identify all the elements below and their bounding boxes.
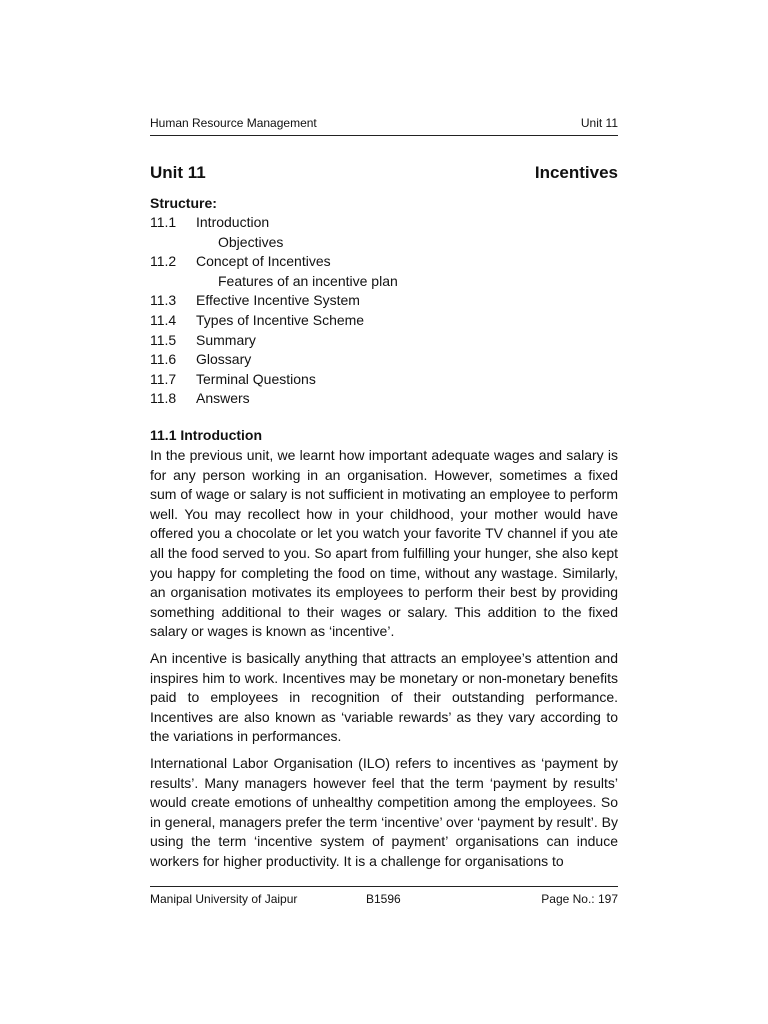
body-paragraph: International Labor Organisation (ILO) refers to incentives as ‘payment by results’. Many managers however feel that the term ‘payment by results’ would create emotions of unhealthy competition among the employees. So in general, managers prefer the term ‘incentive’ over ‘payment by result’. By using the term ‘incentive system of payment’ organisations can induce workers for higher productivity. It is a challenge for organisations to <box>150 754 618 869</box>
unit-title <box>150 163 618 183</box>
header-rule <box>150 135 618 136</box>
toc-item-label: Types of Incentive Scheme <box>196 311 365 328</box>
running-footer <box>150 892 618 908</box>
toc-item-label: Concept of Incentives <box>196 253 331 270</box>
document-page <box>150 0 618 1024</box>
toc-item <box>150 350 618 370</box>
toc-item-number: 11.2 <box>150 253 177 270</box>
toc-item <box>150 389 618 409</box>
toc-item-label: Effective Incentive System <box>196 292 360 309</box>
toc-item-number: 11.1 <box>150 214 177 230</box>
toc-item-label: Glossary <box>196 351 252 368</box>
footer-page-number: Page No.: 197 <box>541 892 618 906</box>
structure-heading: Structure: <box>150 195 217 211</box>
toc-item-number: 11.6 <box>150 351 177 368</box>
footer-course-code: B1596 <box>366 892 401 906</box>
toc-item-label: Introduction <box>196 214 270 230</box>
toc-item <box>150 252 618 272</box>
footer-rule <box>150 886 618 887</box>
body-paragraph: In the previous unit, we learnt how important adequate wages and salary is for any person working in an organisation. However, sometimes a fixed sum of wage or salary is not sufficient in motivating an employee to perform well. You may recollect how in your childhood, your mother would have offered you a chocolate or let you watch your favorite TV channel if you ate all the food served to you. So apart from fulfilling your hunger, she also kept you happy for completing the food on time, without any wastage. Similarly, an organisation motivates its employees to perform their best by providing something additional to their wages or salary. This addition to the fixed salary or wages is known as ‘incentive’. <box>150 447 618 640</box>
toc-item-label: Terminal Questions <box>196 370 316 387</box>
toc-item-number: 11.8 <box>150 390 177 407</box>
toc-item-number: 11.7 <box>150 370 177 387</box>
book-title: Human Resource Management <box>150 116 317 130</box>
unit-topic: Incentives <box>534 163 618 182</box>
section-heading: 11.1 Introduction <box>150 427 263 443</box>
toc-item-number: 11.4 <box>150 311 177 328</box>
toc-item-label: Answers <box>196 390 250 407</box>
toc-item <box>150 311 618 331</box>
section-body <box>150 446 618 878</box>
toc-item <box>150 213 618 233</box>
unit-number: Unit 11 <box>150 163 206 182</box>
toc-item <box>150 370 618 390</box>
footer-university: Manipal University of Jaipur <box>150 892 298 906</box>
toc-item-label: Summary <box>196 331 256 348</box>
running-header <box>150 116 618 130</box>
toc-subitem: Features of an incentive plan <box>218 272 398 289</box>
header-unit-label: Unit 11 <box>580 116 618 130</box>
toc-item <box>150 291 618 311</box>
toc-item-number: 11.3 <box>150 292 177 309</box>
body-paragraph: An incentive is basically anything that attracts an employee’s attention and inspires him to work. Incentives may be monetary or non-monetary benefits paid to employees in recognition of their outstanding performance. Incentives are also known as ‘variable rewards’ as they vary according to the variations in performances. <box>150 649 618 745</box>
structure-list <box>150 194 618 409</box>
toc-item <box>150 331 618 351</box>
toc-item-number: 11.5 <box>150 331 177 348</box>
toc-subitem: Objectives <box>218 233 284 250</box>
